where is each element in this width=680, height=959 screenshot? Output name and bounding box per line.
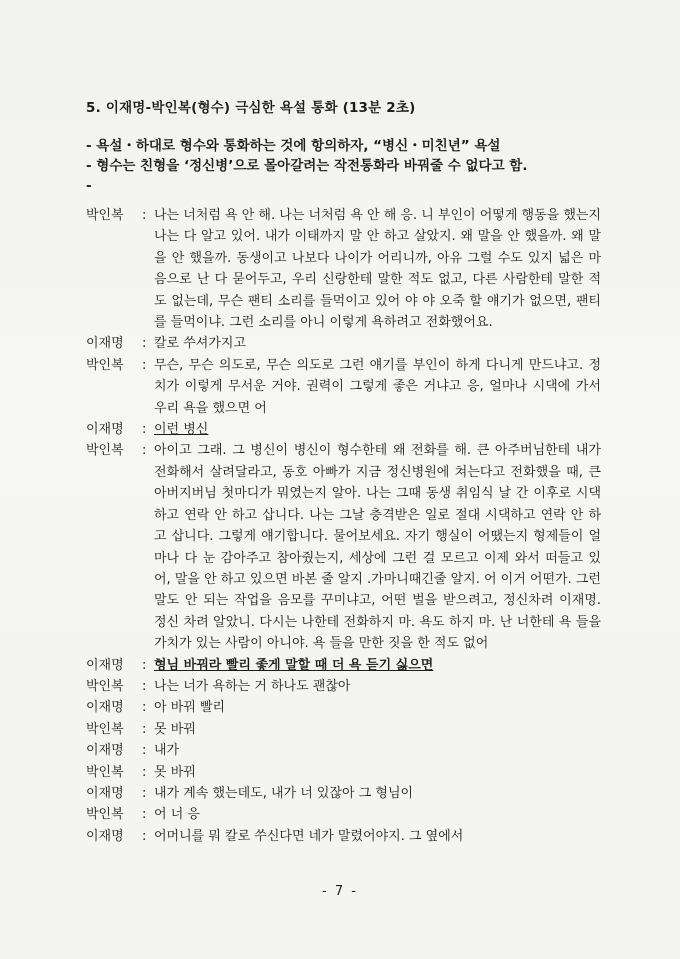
utterance-text: 어 너 응 [154, 807, 200, 823]
speaker-separator: : [142, 700, 147, 716]
speaker-name: 이재명 [86, 336, 124, 352]
speaker-name: 이재명 [86, 785, 124, 801]
section-heading: 5. 이재명-박인복(형수) 극심한 욕설 통화 (13분 2초) [86, 100, 416, 116]
transcript-entry [86, 333, 601, 354]
utterance-text: 무슨, 무슨 의도로, 무슨 의도로 그런 얘기를 부인이 하게 다니게 만드냐고. 정치가 이렇게 무서운 거야. 권력이 그렇게 좋은 거냐고 응, 얼마나 시댁에 가서 우리 욕을 했으면 어 [154, 357, 601, 416]
transcript-entry [86, 655, 601, 676]
summary-item: - 형수는 친형을 ‘정신병’으로 몰아갈려는 작전통화라 바꿔줄 수 없다고 함. [86, 158, 528, 174]
utterance-text: 어머니를 뭐 칼로 쑤신다면 네가 말렸어야지. 그 옆에서 [154, 828, 464, 844]
speaker-separator: : [142, 422, 147, 438]
utterance-text: 아 바꿔 빨리 [154, 700, 226, 716]
speaker-separator: : [142, 785, 147, 801]
summary-list [86, 136, 606, 196]
transcript-entry [86, 783, 601, 804]
speaker-name: 박인복 [86, 807, 124, 823]
speaker-separator: : [142, 443, 147, 459]
speaker-separator: : [142, 721, 147, 737]
speaker-name: 박인복 [86, 678, 124, 694]
transcript-entry [86, 419, 601, 440]
speaker-name: 이재명 [86, 743, 124, 759]
transcript-entry [86, 355, 601, 419]
speaker-separator: : [142, 743, 147, 759]
speaker-name: 박인복 [86, 208, 124, 223]
speaker-name: 박인복 [86, 357, 124, 373]
summary-item: - [86, 178, 92, 194]
speaker-name: 박인복 [86, 721, 124, 737]
page-number: - 7 - [322, 884, 358, 899]
utterance-text: 못 바꿔 [154, 764, 196, 780]
speaker-separator: : [142, 807, 147, 823]
speaker-name: 이재명 [86, 828, 124, 844]
transcript-entry [86, 205, 601, 333]
utterance-text: 나는 너처럼 욕 안 해. 나는 너처럼 욕 안 해 응. 니 부인이 어떻게 행동을 했는지 나는 다 알고 있어. 내가 이태까지 말 안 하고 살았지. 왜 말을 안 했을까. 왜 말을 안 했을까. 동생이고 나보다 나이가 어리니까, 아유 그럴 수도 있지 넓은 마음으로 난 다 묻어두고, 우리 신랑한테 말한 적도 없고, 다른 사람한테 말한 적도 없는데, 무슨 팬티 소리를 들먹이고 있어 야 야 오죽 할 얘기가 없으면, 팬티를 들먹이냐. 그런 소리를 아니 이렇게 욕하려고 전화했어요. [154, 208, 601, 331]
speaker-separator: : [142, 357, 147, 373]
speaker-name: 이재명 [86, 700, 124, 716]
speaker-name: 박인복 [86, 443, 124, 459]
utterance-text: 내가 [154, 743, 180, 759]
transcript-entry [86, 762, 601, 783]
transcript-entry [86, 697, 601, 718]
speaker-name: 이재명 [86, 657, 124, 673]
transcript-entry [86, 804, 601, 825]
utterance-text: 형님 바꿔라 빨리 좋게 말할 때 더 욕 듣기 싫으면 [154, 657, 434, 673]
transcript-entry [86, 826, 601, 847]
transcript [86, 205, 601, 847]
utterance-text: 내가 계속 했는데도, 내가 너 있잖아 그 형님이 [154, 785, 414, 801]
summary-item: - 욕설・하대로 형수와 통화하는 것에 항의하자, “병신・미친년” 욕설 [86, 138, 501, 154]
speaker-separator: : [142, 208, 147, 223]
transcript-entry [86, 440, 601, 654]
utterance-text: 칼로 쑤셔가지고 [154, 336, 247, 352]
speaker-separator: : [142, 336, 147, 352]
transcript-entry [86, 719, 601, 740]
utterance-text: 이런 병신 [154, 422, 209, 438]
speaker-separator: : [142, 657, 147, 673]
transcript-entry [86, 740, 601, 761]
speaker-name: 이재명 [86, 422, 124, 438]
utterance-text: 아이고 그래. 그 병신이 병신이 형수한테 왜 전화를 해. 큰 아주버님한테 내가 전화해서 살려달라고, 동호 아빠가 지금 정신병원에 쳐는다고 전화했을 때, 큰아버지버님 첫마디가 뭐였는지 알아. 나는 그때 동생 취임식 날 간 이후로 시댁하고 연락 안 하고 삽니다. 나는 그날 충격받은 일로 절대 시댁하고 연락 안 하고 삽니다. 그렇게 얘기합니다. 물어보세요. 자기 행실이 어땠는지 형제들이 얼마나 다 눈 감아주고 참아줬는지, 세상에 그런 걸 모르고 이제 와서 떠들고 있어, 말을 안 하고 있으면 바본 줄 알지 .가마니때긴줄 알지. 어 이거 어떤가. 그런 말도 안 되는 작업을 음모를 꾸미냐고, 어떤 벌을 받으려고, 정신차려 이재명. 정신 차려 알았니. 다시는 나한테 전화하지 마. 욕도 하지 마. 난 너한테 욕 들을 가치가 있는 사람이 아니야. 욕 들을 만한 짓을 한 적도 없어 [154, 443, 601, 652]
transcript-entry [86, 676, 601, 697]
speaker-name: 박인복 [86, 764, 124, 780]
speaker-separator: : [142, 764, 147, 780]
utterance-text: 나는 너가 욕하는 거 하나도 괜찮아 [154, 678, 351, 694]
speaker-separator: : [142, 828, 147, 844]
speaker-separator: : [142, 678, 147, 694]
utterance-text: 못 바꿔 [154, 721, 196, 737]
